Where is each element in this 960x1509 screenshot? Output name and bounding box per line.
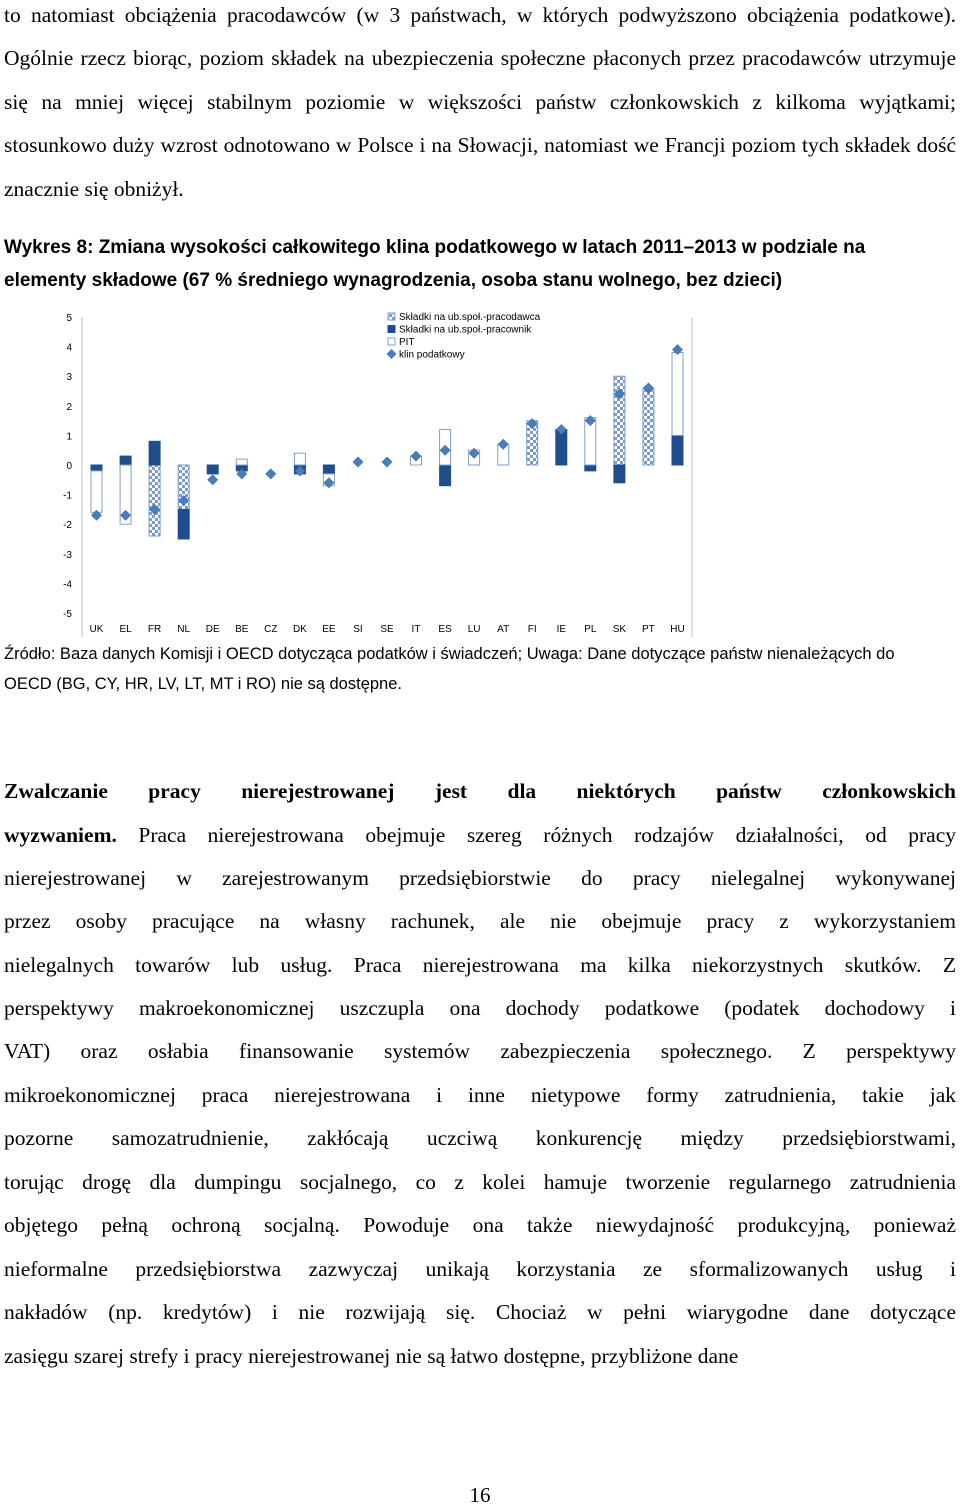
intro-paragraph: to natomiast obciążenia pracodawców (w 3 państwach, w których podwyższono obciążenia podatkowe). Ogólnie rzecz biorąc, poziom składek na ubezpieczenia społeczne płaconych przez pracodawców utrzymuje się na mniej więcej stabilnym poziomie w większości państw członkowskich z kilkoma wyjątkami; stosunkowo duży wzrost odnotowano w Polsce i na Słowacji, natomiast we Francji poziom tych składek dość znacznie się obniżył. — [4, 3, 956, 201]
employer-bar — [643, 388, 654, 465]
category-label: HU — [670, 624, 685, 635]
body-bold-lead: Zwalczanie pracy nierejestrowanej jest dla niektórych państw członkowskich — [4, 779, 956, 803]
legend-swatch — [388, 338, 395, 345]
legend-label: PIT — [399, 337, 415, 348]
y-tick-label: 4 — [66, 342, 72, 354]
employee-bar — [178, 509, 189, 539]
y-tick-label: -2 — [63, 520, 72, 532]
employer-bar — [149, 465, 160, 536]
category-label: BE — [235, 624, 249, 635]
body-line — [4, 769, 956, 813]
category-label: CZ — [264, 624, 278, 635]
y-tick-label: 0 — [66, 461, 72, 472]
body-line: pozorne samozatrudnienie, zakłócają uczciwą konkurencję między przedsiębiorstwami, — [4, 1126, 956, 1150]
pit-bar — [294, 453, 305, 465]
y-tick-label: -4 — [63, 579, 72, 591]
employee-bar — [672, 435, 683, 465]
legend-label: Składki na ub.społ.-pracownik — [399, 324, 532, 336]
category-label: AT — [497, 624, 510, 635]
legend-swatch — [387, 350, 396, 359]
category-label: UK — [89, 624, 104, 635]
body-line: perspektywy makroekonomicznej uszczupla ona dochody podatkowe (podatek dochodowy i — [4, 996, 956, 1020]
body-line: objętego pełną ochroną socjalną. Powoduje ona także niewydajność produkcyjną, ponieważ — [4, 1213, 956, 1237]
legend-label: Składki na ub.społ.-pracodawca — [399, 312, 541, 323]
employee-bar — [585, 465, 596, 471]
category-label: SI — [353, 624, 363, 635]
y-tick-label: -1 — [63, 490, 72, 502]
body-line: wyzwaniem. Praca nierejestrowana obejmuje szereg różnych rodzajów działalności, od pracy — [4, 823, 956, 847]
tax-wedge-chart — [56, 305, 696, 645]
legend-swatch — [388, 313, 395, 320]
y-tick-label: 3 — [66, 372, 72, 384]
category-label: IE — [556, 624, 567, 635]
source-note: Źródło: Baza danych Komisji i OECD dotycząca podatków i świadczeń; Uwaga: Dane dotyczące państw nienależących do OECD (BG, CY, HR, LV, LT, MT i RO) nie są dostępne. — [4, 645, 895, 693]
chart-svg — [56, 305, 696, 645]
category-label: PL — [584, 624, 597, 635]
category-label: FI — [527, 624, 537, 635]
y-tick-label: -3 — [63, 549, 72, 561]
category-label: PT — [642, 624, 655, 635]
category-label: IT — [411, 624, 421, 635]
employee-bar — [91, 465, 102, 471]
body-line: torując drogę dla dumpingu socjalnego, co z kolei hamuje tworzenie regularnego zatrudnienia — [4, 1170, 956, 1194]
pit-bar — [236, 459, 247, 465]
body-line: mikroekonomicznej praca nierejestrowana i inne nietypowe formy zatrudnienia, takie jak — [4, 1083, 956, 1107]
category-label: FR — [147, 624, 162, 635]
body-line: nieformalne przedsiębiorstwa zazwyczaj unikają korzystania ze sformalizowanych usług i — [4, 1257, 956, 1281]
employee-bar — [323, 465, 334, 474]
figure-title: Wykres 8: Zmiana wysokości całkowitego klina podatkowego w latach 2011–2013 w podziale na elementy składowe (67 % średniego wynagrodzenia, osoba stanu wolnego, bez dzieci) — [4, 237, 866, 291]
employee-bar — [614, 465, 625, 483]
y-tick-label: 1 — [66, 431, 72, 443]
employee-bar — [440, 465, 451, 486]
category-label: DK — [292, 624, 307, 635]
body-line: przez osoby pracujące na własny rachunek, ale nie obejmuje pracy z wykorzystaniem — [4, 909, 956, 933]
body-line: VAT) oraz osłabia finansowanie systemów zabezpieczenia społecznego. Z perspektywy — [4, 1039, 956, 1063]
pit-bar — [672, 353, 683, 436]
category-label: SK — [612, 624, 627, 635]
pit-bar — [91, 471, 102, 512]
employee-bar — [207, 465, 218, 474]
body-line: nakładów (np. kredytów) i nie rozwijają się. Chociaż w pełni wiarygodne dane dotyczące — [4, 1300, 956, 1324]
page-number: 16 — [469, 1483, 491, 1507]
legend-swatch — [388, 326, 395, 333]
category-label: DE — [205, 624, 220, 635]
y-tick-label: -5 — [63, 609, 72, 620]
category-label: ES — [438, 624, 452, 635]
y-tick-label: 2 — [66, 401, 72, 413]
wedge-marker — [266, 469, 276, 479]
employee-bar — [149, 441, 160, 465]
body-line: zasięgu szarej strefy i pracy nierejestrowanej nie są łatwo dostępne, przybliżone dane — [4, 1344, 739, 1368]
category-label: SE — [380, 624, 394, 635]
category-label: EE — [322, 624, 336, 635]
body-bold-lead-end: wyzwaniem. — [4, 823, 117, 847]
category-label: LU — [467, 624, 481, 635]
wedge-marker — [353, 457, 363, 467]
category-label: NL — [177, 624, 191, 635]
body-line: nielegalnych towarów lub usług. Praca nierejestrowana ma kilka niekorzystnych skutków. Z — [4, 953, 956, 977]
wedge-marker — [208, 475, 218, 485]
employee-bar — [120, 456, 131, 465]
legend-label: klin podatkowy — [399, 349, 465, 361]
wedge-marker — [382, 457, 392, 467]
y-tick-label: 5 — [66, 313, 72, 324]
category-label: EL — [119, 624, 132, 635]
body-line: nierejestrowanej w zarejestrowanym przedsiębiorstwie do pracy nielegalnej wykonywanej — [4, 866, 956, 890]
